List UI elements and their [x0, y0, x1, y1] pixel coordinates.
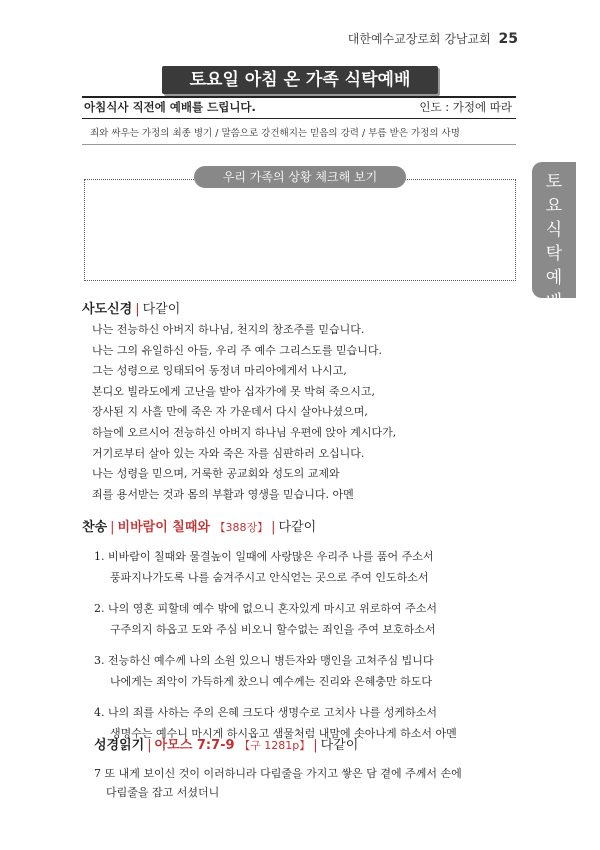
separator: | [110, 520, 115, 535]
family-check-label: 우리 가족의 상황 체크해 보기 [194, 166, 406, 188]
side-tab-char: 예 [545, 268, 563, 288]
reading-line: 다림줄을 잡고 서셨더니 [106, 786, 220, 799]
page-title: 토요일 아침 온 가족 식탁예배 [162, 66, 438, 94]
side-tab-char: 배 [545, 292, 563, 312]
family-check-box [84, 179, 516, 281]
reading-text [94, 764, 524, 802]
hymn-number: 【388장】 [214, 521, 269, 534]
creed-line: 장사된 지 사흘 만에 죽은 자 가운데서 다시 살아나셨으며, [92, 405, 368, 419]
creed-line: 나는 그의 유일하신 아들, 우리 주 예수 그리스도를 믿습니다. [92, 343, 382, 357]
reading-heading: 성경읽기 [94, 738, 145, 753]
creed-line: 하늘에 오르시어 전능하신 아버지 하나님 우편에 앉아 계시다가, [92, 425, 397, 439]
separator: | [147, 738, 152, 753]
page-header [348, 30, 518, 47]
themes-line: 죄와 싸우는 가정의 최종 병기 / 말씀으로 강건해지는 믿음의 강력 / 부름 받은 가정의 사명 [90, 128, 460, 139]
verse-line: 2. 나의 영혼 피할데 예수 밖에 없으니 혼자있게 마시고 위로하여 주소서 [94, 602, 437, 615]
side-tab-char: 요 [545, 196, 563, 216]
verse-line: 나에게는 죄악이 가득하게 찼으니 예수께는 진리와 은혜충만 하도다 [110, 675, 433, 688]
creed-heading-row [82, 298, 180, 317]
verse-line: 1. 비바람이 칠때와 물결높이 일때에 사랑많은 우리주 나를 품어 주소서 [94, 550, 434, 563]
reading-heading-row [94, 734, 358, 753]
subtitle-right: 인도 : 가정에 따라 [419, 100, 512, 114]
creed-line: 나는 성령을 믿으며, 거룩한 공교회와 성도의 교제와 [92, 467, 340, 481]
divider [82, 144, 516, 145]
hymn-heading-row [82, 516, 316, 535]
reading-note: 다같이 [320, 738, 359, 753]
hymn-verse [94, 546, 514, 588]
creed-line: 그는 성령으로 잉태되어 동정녀 마리아에게서 나시고, [92, 364, 347, 378]
creed-line: 죄를 용서받는 것과 몸의 부활과 영생을 믿습니다. 아멘 [92, 487, 354, 501]
hymn-verse [94, 650, 514, 692]
verse-line: 생명수는 예수니 마시게 하시옵고 샘물처럼 내맘에 솟아나게 하소서 아멘 [110, 727, 457, 740]
hymn-verses [94, 546, 514, 754]
divider [82, 118, 516, 119]
hymn-verse [94, 598, 514, 640]
church-name: 대한예수교장로회 강남교회 [347, 32, 491, 46]
side-tab-char: 탁 [545, 244, 563, 264]
hymn-title: 비바람이 칠때와 [117, 520, 210, 535]
verse-line: 구주의지 하옵고 도와 주심 비오니 할수없는 죄인을 주여 보호하소서 [110, 623, 436, 636]
reading-page: 【구 1281p】 [239, 739, 311, 752]
hymn-heading: 찬송 [82, 520, 108, 535]
side-tab-char: 식 [545, 220, 563, 240]
reading-passage: 아모스 7:7-9 [154, 738, 235, 753]
separator: | [313, 738, 318, 753]
reading-line: 7 또 내게 보이신 것이 이러하니라 다림줄을 가지고 쌓은 담 곁에 주께서 손에 [94, 767, 462, 780]
divider [82, 96, 516, 98]
subtitle-row [84, 99, 514, 115]
creed-heading: 사도신경 [82, 302, 133, 317]
verse-line: 풍파지나가도록 나를 숨겨주시고 안식얻는 곳으로 주여 인도하소서 [110, 571, 429, 584]
subtitle-left: 아침식사 직전에 예배를 드립니다. [84, 100, 256, 114]
creed-line: 거기로부터 살아 있는 자와 죽은 자를 심판하러 오십니다. [92, 446, 365, 460]
page-number: 25 [498, 31, 518, 47]
verse-line: 4. 나의 죄를 사하는 주의 은혜 크도다 생명수로 고치사 나를 성케하소서 [94, 706, 437, 719]
creed-note: 다같이 [142, 302, 181, 317]
creed-line: 나는 전능하신 아버지 하나님, 천지의 창조주를 믿습니다. [92, 323, 365, 336]
hymn-note: 다같이 [278, 520, 317, 535]
separator: | [135, 302, 140, 317]
side-tab [532, 162, 576, 312]
separator: | [271, 520, 276, 535]
verse-line: 3. 전능하신 예수께 나의 소원 있으니 병든자와 맹인을 고쳐주심 빕니다 [94, 654, 434, 667]
creed-text [92, 320, 512, 505]
creed-line: 본디오 빌라도에게 고난을 받아 십자가에 못 박혀 죽으시고, [92, 384, 375, 398]
side-tab-char: 토 [545, 172, 563, 192]
